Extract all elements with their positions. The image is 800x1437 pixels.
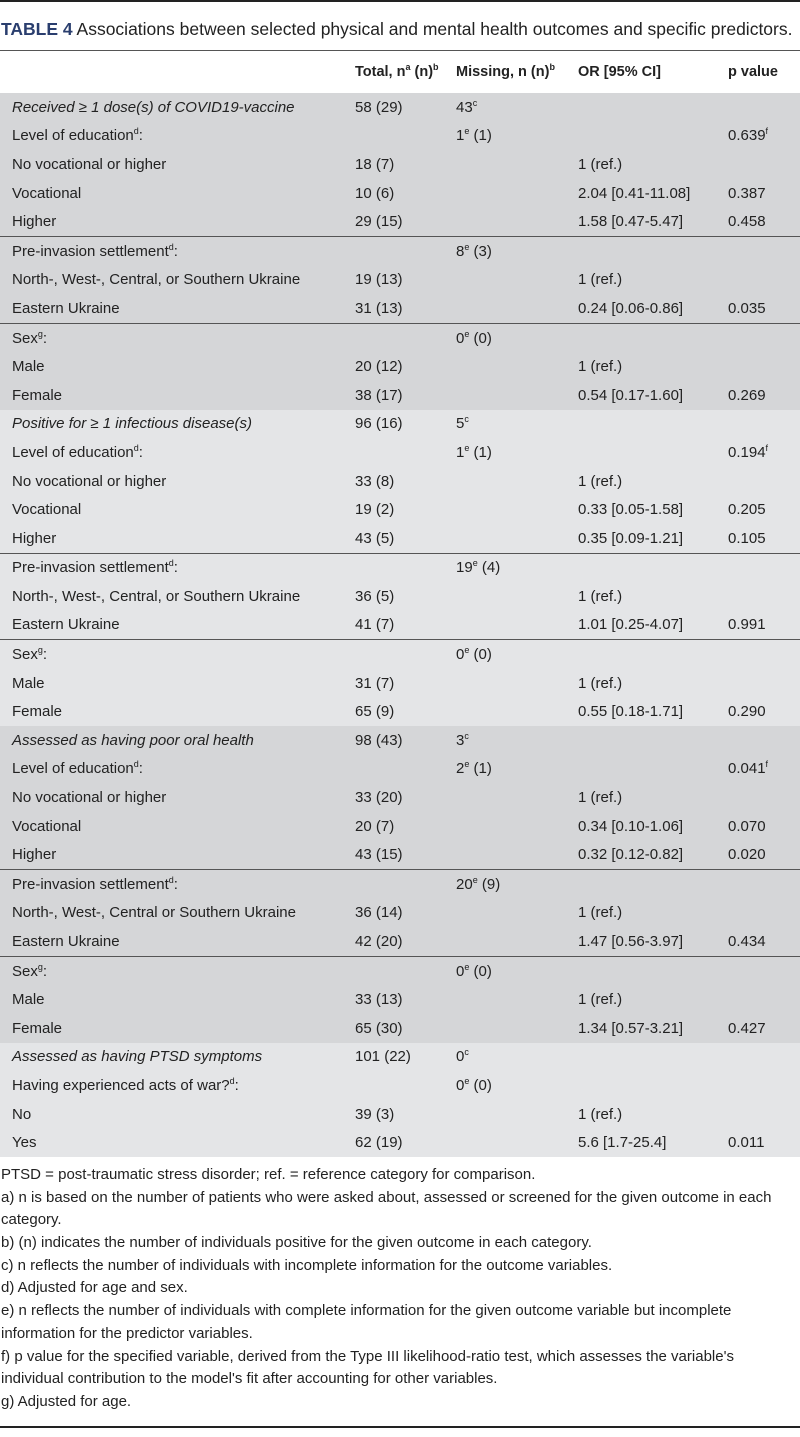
cell-or — [578, 755, 728, 784]
cell-missing — [456, 352, 578, 381]
cell-total: 42 (20) — [355, 927, 456, 956]
cell-predictor: Pre-invasion settlement$^d$: — [0, 553, 355, 582]
cell-p-value — [728, 783, 800, 812]
table-row — [0, 840, 800, 869]
cell-total: 65 (9) — [355, 697, 456, 726]
cell-p-value — [728, 1100, 800, 1129]
cell-predictor: Female — [0, 697, 355, 726]
cell-p-value — [728, 93, 800, 122]
cell-or — [578, 553, 728, 582]
table-row — [0, 524, 800, 553]
cell-total: 19 (13) — [355, 266, 456, 295]
cell-missing: 0e (0) — [456, 640, 578, 669]
table-row — [0, 899, 800, 928]
table-row — [0, 582, 800, 611]
cell-p-value: 0.639$^f$ — [728, 122, 800, 151]
cell-or: 1 (ref.) — [578, 985, 728, 1014]
cell-total: 20 (7) — [355, 812, 456, 841]
table-footnotes — [1, 1164, 800, 1414]
cell-or: 1 (ref.) — [578, 669, 728, 698]
cell-total: 39 (3) — [355, 1100, 456, 1129]
cell-total: 31 (13) — [355, 294, 456, 323]
cell-p-value — [728, 410, 800, 439]
table-row — [0, 352, 800, 381]
cell-p-value — [728, 266, 800, 295]
header-predictor — [0, 51, 355, 94]
cell-predictor: Eastern Ukraine — [0, 611, 355, 640]
table-row — [0, 150, 800, 179]
outcome-row — [0, 1043, 800, 1072]
cell-predictor: Male — [0, 985, 355, 1014]
cell-predictor: No vocational or higher — [0, 150, 355, 179]
table-row — [0, 553, 800, 582]
table-row — [0, 927, 800, 956]
cell-total: 101 (22) — [355, 1043, 456, 1072]
cell-total — [355, 438, 456, 467]
cell-predictor: Female — [0, 381, 355, 410]
cell-missing: 1e (1) — [456, 438, 578, 467]
cell-missing — [456, 899, 578, 928]
footnote: d) Adjusted for age and sex. — [1, 1279, 188, 1297]
table-row — [0, 438, 800, 467]
table-row — [0, 323, 800, 352]
cell-total: 29 (15) — [355, 207, 456, 236]
cell-predictor: Level of education$^d$: — [0, 755, 355, 784]
cell-predictor: Sex$^g$: — [0, 323, 355, 352]
cell-predictor: Received ≥ 1 dose(s) of COVID19-vaccine — [0, 93, 355, 122]
cell-or — [578, 726, 728, 755]
cell-or: 1 (ref.) — [578, 467, 728, 496]
cell-total: 31 (7) — [355, 669, 456, 698]
cell-or: 1.58 [0.47-5.47] — [578, 207, 728, 236]
cell-predictor: Pre-invasion settlement$^d$: — [0, 236, 355, 265]
cell-total — [355, 1071, 456, 1100]
bottom-rule — [0, 1426, 800, 1428]
cell-predictor: No — [0, 1100, 355, 1129]
cell-total: 36 (5) — [355, 582, 456, 611]
cell-missing: 20e (9) — [456, 870, 578, 899]
cell-or: 1 (ref.) — [578, 899, 728, 928]
cell-missing — [456, 294, 578, 323]
cell-p-value: 0.434 — [728, 927, 800, 956]
cell-predictor: Assessed as having poor oral health — [0, 726, 355, 755]
table-row — [0, 1071, 800, 1100]
footnote: g) Adjusted for age. — [1, 1393, 132, 1410]
cell-total: 38 (17) — [355, 381, 456, 410]
cell-total: 36 (14) — [355, 899, 456, 928]
footnote: PTSD = post-traumatic stress disorder; ref. = reference category for comparison. — [1, 1165, 536, 1183]
cell-missing: 43$^c$ — [456, 93, 578, 122]
table-row — [0, 266, 800, 295]
header-p-value: p value — [728, 51, 800, 94]
cell-or — [578, 323, 728, 352]
cell-predictor: Sex$^g$: — [0, 640, 355, 669]
cell-p-value — [728, 985, 800, 1014]
cell-missing: 3$^c$ — [456, 726, 578, 755]
table-row — [0, 179, 800, 208]
cell-p-value — [728, 1071, 800, 1100]
cell-missing: 0$^c$ — [456, 1043, 578, 1072]
cell-p-value: 0.387 — [728, 179, 800, 208]
cell-total: 65 (30) — [355, 1014, 456, 1043]
cell-p-value: 0.427 — [728, 1014, 800, 1043]
table-row — [0, 1014, 800, 1043]
cell-p-value — [728, 150, 800, 179]
cell-predictor: Higher — [0, 524, 355, 553]
cell-or — [578, 1071, 728, 1100]
cell-missing — [456, 783, 578, 812]
cell-or — [578, 236, 728, 265]
table-row — [0, 669, 800, 698]
table-row — [0, 985, 800, 1014]
table-caption — [0, 0, 800, 41]
cell-total — [355, 640, 456, 669]
cell-total: 41 (7) — [355, 611, 456, 640]
cell-p-value — [728, 236, 800, 265]
cell-predictor: Assessed as having PTSD symptoms — [0, 1043, 355, 1072]
cell-predictor: Male — [0, 669, 355, 698]
table-row — [0, 236, 800, 265]
cell-predictor: Vocational — [0, 812, 355, 841]
footnote: f) p value for the specified variable, derived from the Type III likelihood-ratio test, which assesses the variable's individual contribution to the model's fit after accounting for other variables. — [1, 1347, 734, 1388]
cell-or: 1 (ref.) — [578, 582, 728, 611]
cell-p-value: 0.194$^f$ — [728, 438, 800, 467]
cell-p-value — [728, 582, 800, 611]
cell-missing — [456, 582, 578, 611]
footnote: e) n reflects the number of individuals with complete information for the given outcome variable but incomplete information for the predictor variables. — [1, 1302, 732, 1342]
cell-or — [578, 956, 728, 985]
table-row — [0, 956, 800, 985]
cell-p-value: 0.205 — [728, 495, 800, 524]
cell-or: 1 (ref.) — [578, 352, 728, 381]
footnote: b) (n) indicates the number of individuals positive for the given outcome in each category. — [1, 1234, 592, 1252]
cell-missing — [456, 1128, 578, 1157]
cell-or — [578, 122, 728, 151]
cell-or: 0.32 [0.12-0.82] — [578, 840, 728, 869]
outcome-row — [0, 410, 800, 439]
cell-missing — [456, 697, 578, 726]
cell-total: 33 (13) — [355, 985, 456, 1014]
cell-p-value: 0.035 — [728, 294, 800, 323]
cell-or — [578, 410, 728, 439]
cell-p-value: 0.041$^f$ — [728, 755, 800, 784]
table-row — [0, 207, 800, 236]
cell-predictor: North-, West-, Central or Southern Ukraine — [0, 899, 355, 928]
cell-p-value: 0.458 — [728, 207, 800, 236]
cell-missing — [456, 812, 578, 841]
cell-total: 98 (43) — [355, 726, 456, 755]
table-body — [0, 93, 800, 1157]
cell-predictor: Higher — [0, 840, 355, 869]
table-row — [0, 812, 800, 841]
cell-or: 0.55 [0.18-1.71] — [578, 697, 728, 726]
cell-p-value — [728, 956, 800, 985]
cell-p-value — [728, 553, 800, 582]
cell-total: 58 (29) — [355, 93, 456, 122]
cell-missing — [456, 150, 578, 179]
cell-or: 1 (ref.) — [578, 150, 728, 179]
cell-predictor: Having experienced acts of war?$^d$: — [0, 1071, 355, 1100]
cell-predictor: Vocational — [0, 179, 355, 208]
header-or: OR [95% CI] — [578, 51, 728, 94]
cell-total: 18 (7) — [355, 150, 456, 179]
cell-or: 0.54 [0.17-1.60] — [578, 381, 728, 410]
cell-missing — [456, 1014, 578, 1043]
cell-or — [578, 438, 728, 467]
cell-p-value: 0.991 — [728, 611, 800, 640]
cell-or — [578, 1043, 728, 1072]
table-caption-text: Associations between selected physical and mental health outcomes and specific predictors. — [72, 19, 793, 39]
cell-predictor: Yes — [0, 1128, 355, 1157]
cell-missing: 0e (0) — [456, 1071, 578, 1100]
cell-missing: 1e (1) — [456, 122, 578, 151]
cell-or: 2.04 [0.41-11.08] — [578, 179, 728, 208]
table-row — [0, 783, 800, 812]
cell-predictor: Vocational — [0, 495, 355, 524]
cell-p-value — [728, 1043, 800, 1072]
table-header-row — [0, 51, 800, 94]
table-caption-label: TABLE 4 — [1, 19, 73, 39]
cell-total — [355, 956, 456, 985]
cell-missing — [456, 495, 578, 524]
cell-predictor: No vocational or higher — [0, 467, 355, 496]
cell-missing — [456, 467, 578, 496]
cell-or: 0.34 [0.10-1.06] — [578, 812, 728, 841]
cell-total — [355, 122, 456, 151]
cell-or: 1 (ref.) — [578, 783, 728, 812]
header-missing: Missing, n $(n)^b$ — [456, 51, 578, 94]
table-row — [0, 1100, 800, 1129]
cell-total: 20 (12) — [355, 352, 456, 381]
cell-predictor: Positive for ≥ 1 infectious disease(s) — [0, 410, 355, 439]
cell-or: 0.35 [0.09-1.21] — [578, 524, 728, 553]
cell-missing — [456, 524, 578, 553]
cell-total: 19 (2) — [355, 495, 456, 524]
cell-or: 1.47 [0.56-3.97] — [578, 927, 728, 956]
table-row — [0, 294, 800, 323]
table-row — [0, 381, 800, 410]
cell-predictor: Level of education$^d$: — [0, 438, 355, 467]
cell-missing — [456, 207, 578, 236]
cell-total — [355, 755, 456, 784]
cell-total — [355, 870, 456, 899]
cell-p-value — [728, 467, 800, 496]
table-row — [0, 870, 800, 899]
table-row — [0, 1128, 800, 1157]
cell-total: 43 (5) — [355, 524, 456, 553]
table-row — [0, 640, 800, 669]
table-row — [0, 755, 800, 784]
cell-total: 33 (8) — [355, 467, 456, 496]
cell-p-value — [728, 669, 800, 698]
cell-predictor: Eastern Ukraine — [0, 294, 355, 323]
cell-p-value: 0.070 — [728, 812, 800, 841]
cell-or: 1.34 [0.57-3.21] — [578, 1014, 728, 1043]
table-row — [0, 467, 800, 496]
cell-predictor: North-, West-, Central, or Southern Ukraine — [0, 582, 355, 611]
cell-or — [578, 640, 728, 669]
footnote: c) n reflects the number of individuals with incomplete information for the outcome variables. — [1, 1256, 613, 1274]
results-table — [0, 50, 800, 1157]
cell-p-value — [728, 352, 800, 381]
cell-p-value — [728, 870, 800, 899]
cell-total: 43 (15) — [355, 840, 456, 869]
cell-missing: 19e (4) — [456, 553, 578, 582]
cell-p-value — [728, 899, 800, 928]
cell-or — [578, 93, 728, 122]
cell-or: 0.33 [0.05-1.58] — [578, 495, 728, 524]
cell-missing — [456, 266, 578, 295]
cell-missing — [456, 179, 578, 208]
table-row — [0, 697, 800, 726]
cell-missing: 2e (1) — [456, 755, 578, 784]
cell-total — [355, 236, 456, 265]
cell-p-value — [728, 323, 800, 352]
cell-p-value: 0.011 — [728, 1128, 800, 1157]
cell-missing: 0e (0) — [456, 956, 578, 985]
cell-predictor: Sex$^g$: — [0, 956, 355, 985]
cell-p-value — [728, 726, 800, 755]
cell-missing — [456, 669, 578, 698]
cell-missing — [456, 381, 578, 410]
cell-total: 96 (16) — [355, 410, 456, 439]
cell-total: 33 (20) — [355, 783, 456, 812]
cell-predictor: Eastern Ukraine — [0, 927, 355, 956]
outcome-row — [0, 93, 800, 122]
cell-or: 1 (ref.) — [578, 266, 728, 295]
cell-or: 5.6 [1.7-25.4] — [578, 1128, 728, 1157]
header-total: Total, $n^a$ $(n)^b$ — [355, 51, 456, 94]
cell-or: 1.01 [0.25-4.07] — [578, 611, 728, 640]
cell-p-value: 0.105 — [728, 524, 800, 553]
cell-predictor: Higher — [0, 207, 355, 236]
table-row — [0, 495, 800, 524]
cell-predictor: North-, West-, Central, or Southern Ukraine — [0, 266, 355, 295]
cell-p-value: 0.290 — [728, 697, 800, 726]
cell-missing: 8e (3) — [456, 236, 578, 265]
cell-p-value — [728, 640, 800, 669]
footnote: a) n is based on the number of patients who were asked about, assessed or screened for the given outcome in each category. — [1, 1188, 772, 1229]
cell-or — [578, 870, 728, 899]
cell-predictor: No vocational or higher — [0, 783, 355, 812]
cell-predictor: Level of education$^d$: — [0, 122, 355, 151]
cell-missing — [456, 985, 578, 1014]
cell-predictor: Male — [0, 352, 355, 381]
cell-predictor: Female — [0, 1014, 355, 1043]
cell-missing: 0e (0) — [456, 323, 578, 352]
cell-missing — [456, 1100, 578, 1129]
outcome-row — [0, 726, 800, 755]
cell-missing — [456, 927, 578, 956]
cell-total — [355, 323, 456, 352]
cell-total — [355, 553, 456, 582]
cell-p-value: 0.020 — [728, 840, 800, 869]
cell-total: 62 (19) — [355, 1128, 456, 1157]
cell-missing — [456, 840, 578, 869]
cell-p-value: 0.269 — [728, 381, 800, 410]
table-row — [0, 122, 800, 151]
table-row — [0, 611, 800, 640]
cell-total: 10 (6) — [355, 179, 456, 208]
cell-missing: 5$^c$ — [456, 410, 578, 439]
cell-predictor: Pre-invasion settlement$^d$: — [0, 870, 355, 899]
cell-or: 0.24 [0.06-0.86] — [578, 294, 728, 323]
cell-or: 1 (ref.) — [578, 1100, 728, 1129]
cell-missing — [456, 611, 578, 640]
